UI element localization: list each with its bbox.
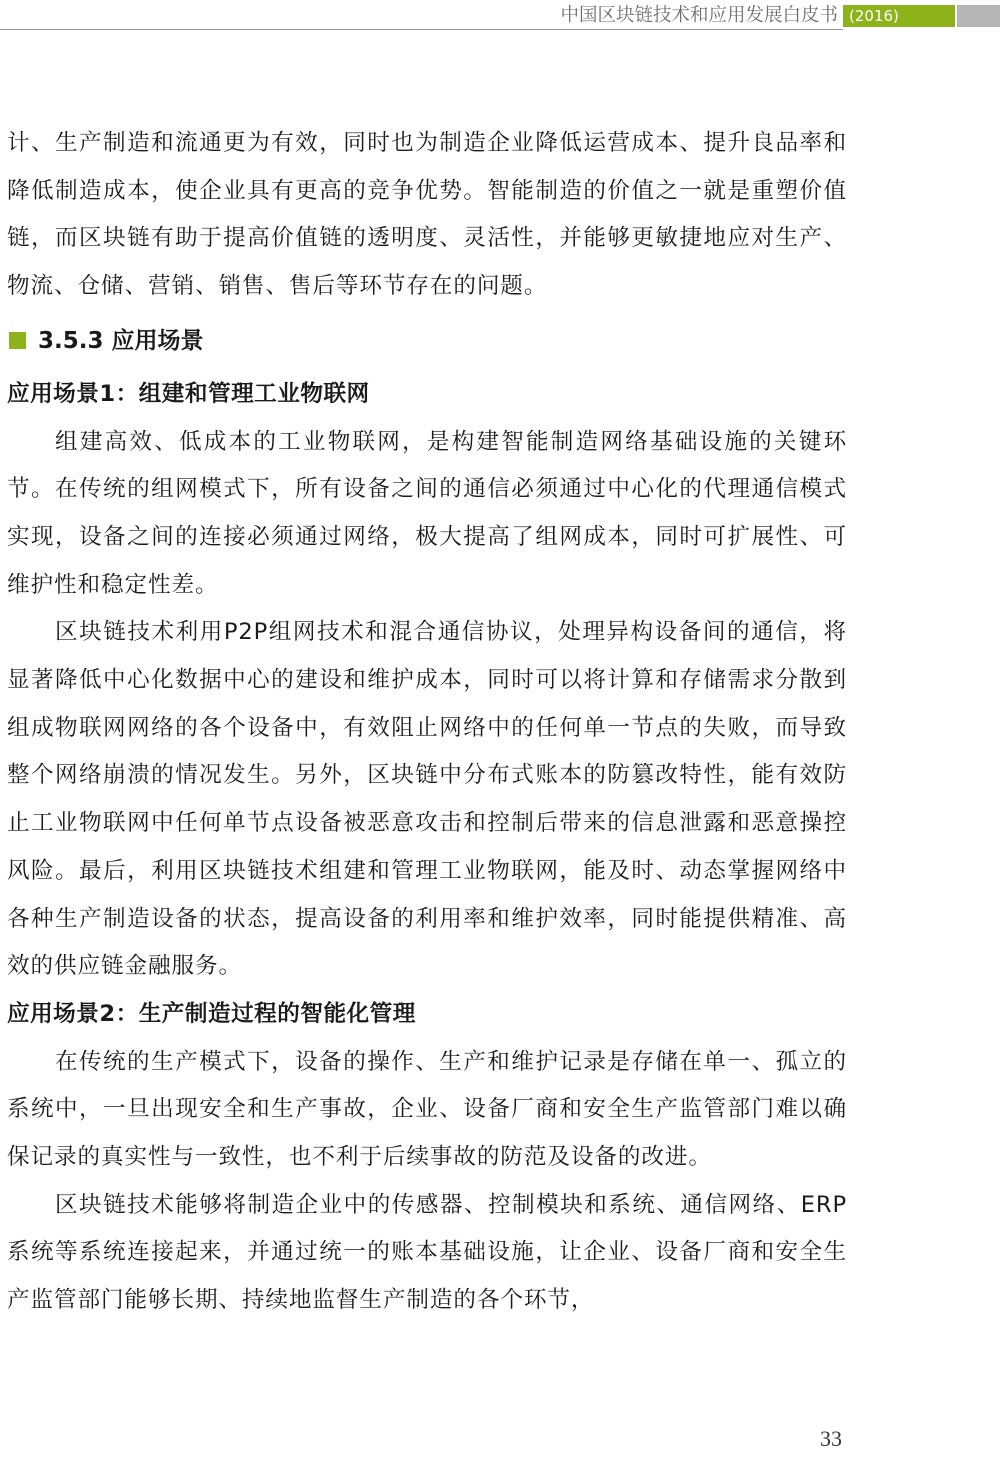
scenario-1-paragraph: 区块链技术利用P2P组网技术和混合通信协议，处理异构设备间的通信，将显著降低中心化数据中心的建设和维护成本，同时可以将计算和存储需求分散到组成物联网网络的各个设备中，有效阻止网络中的任何单一节点的失败，而导致整个网络崩溃的情况发生。另外，区块链中分布式账本的防篡改特性，能有效防止工业物联网中任何单节点设备被恶意攻击和控制后带来的信息泄露和恶意操控风险。最后，利用区块链技术组建和管理工业物联网，能及时、动态掌握网络中各种生产制造设备的状态，提高设备的利用率和维护效率，同时能提供精准、高效的供应链金融服务。 bbox=[7, 619, 847, 980]
scenario-2-heading: 应用场景2：生产制造过程的智能化管理 bbox=[7, 1000, 416, 1027]
header-rule bbox=[0, 29, 843, 30]
intro-paragraph: 计、生产制造和流通更为有效，同时也为制造企业降低运营成本、提升良品率和降低制造成本，使企业具有更高的竞争优势。智能制造的价值之一就是重塑价值链，而区块链有助于提高价值链的透明度、灵活性，并能够更敏捷地应对生产、物流、仓储、营销、销售、售后等环节存在的问题。 bbox=[7, 130, 847, 300]
section-title: 应用场景 bbox=[111, 327, 204, 354]
running-header-title: 中国区块链技术和应用发展白皮书 bbox=[560, 5, 838, 26]
scenario-2-paragraph: 区块链技术能够将制造企业中的传感器、控制模块和系统、通信网络、ERP系统等系统连接起来，并通过统一的账本基础设施，让企业、设备厂商和安全生产监管部门能够长期、持续地监督生产制造的各个环节， bbox=[7, 1191, 847, 1314]
page-number: 33 bbox=[820, 1426, 842, 1451]
header-gray-tab bbox=[957, 5, 1000, 27]
scenario-2-paragraph: 在传统的生产模式下，设备的操作、生产和维护记录是存储在单一、孤立的系统中，一旦出现安全和生产事故，企业、设备厂商和安全生产监管部门难以确保记录的真实性与一致性，也不利于后续事故的防范及设备的改进。 bbox=[7, 1048, 847, 1171]
running-header-year-badge: (2016) bbox=[843, 5, 955, 27]
section-heading bbox=[7, 315, 847, 367]
page-content bbox=[7, 120, 847, 1325]
scenario-1-heading: 应用场景1：组建和管理工业物联网 bbox=[7, 380, 370, 407]
section-bullet-square bbox=[9, 332, 26, 349]
scenario-1-paragraph: 组建高效、低成本的工业物联网，是构建智能制造网络基础设施的关键环节。在传统的组网模式下，所有设备之间的通信必须通过中心化的代理通信模式实现，设备之间的连接必须通过网络，极大提高了组网成本，同时可扩展性、可维护性和稳定性差。 bbox=[7, 428, 847, 598]
section-number: 3.5.3 bbox=[38, 327, 104, 354]
